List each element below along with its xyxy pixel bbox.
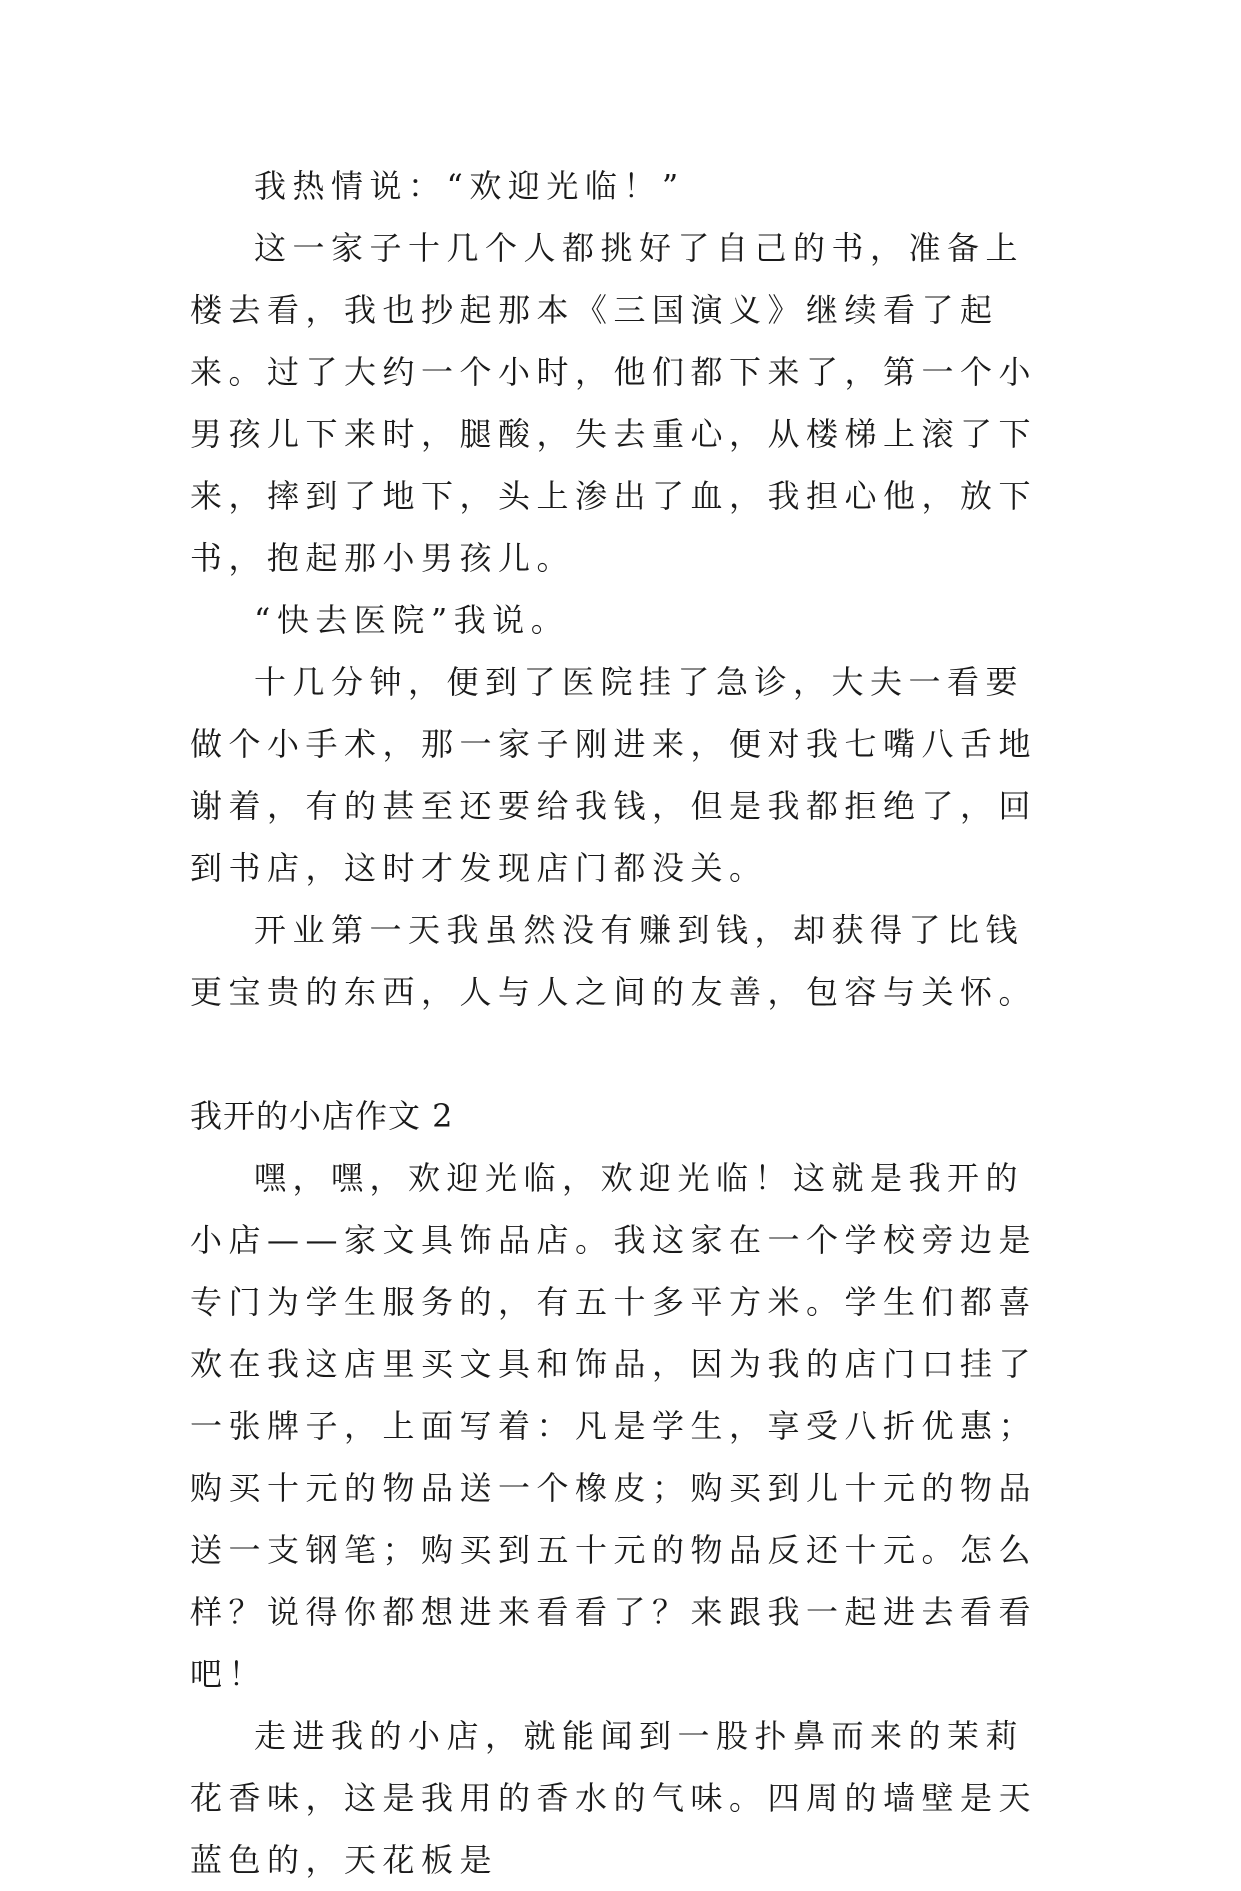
paragraph-emergency: 十几分钟，便到了医院挂了急诊，大夫一看要做个小手术，那一家子刚进来，便对我七嘴八舌地谢着，有的甚至还要给我钱，但是我都拒绝了，回到书店，这时才发现店门都没关。 <box>190 663 1038 887</box>
paragraph-hospital-quote: “快去医院”我说。 <box>254 601 570 639</box>
paragraph-conclusion: 开业第一天我虽然没有赚到钱，却获得了比钱更宝贵的东西，人与人之间的友善，包容与关怀。 <box>190 911 1038 1011</box>
paragraph-shop-interior: 走进我的小店，就能闻到一股扑鼻而来的茉莉花香味，这是我用的香水的气味。四周的墙壁是天蓝色的，天花板是 <box>190 1717 1038 1879</box>
document-body <box>190 155 1050 1891</box>
section-title: 我开的小店作文 2 <box>190 1097 454 1135</box>
paragraph-greeting: 我热情说：“欢迎光临！” <box>254 167 685 205</box>
paragraph-family-books: 这一家子十几个人都挑好了自己的书，准备上楼去看，我也抄起那本《三国演义》继续看了起来。过了大约一个小时，他们都下来了，第一个小男孩儿下来时，腿酸，失去重心，从楼梯上滚了下来，摔到了地下，头上渗出了血，我担心他，放下书，抱起那小男孩儿。 <box>190 229 1038 577</box>
paragraph-shop-intro: 嘿，嘿，欢迎光临，欢迎光临！这就是我开的小店——家文具饰品店。我这家在一个学校旁边是专门为学生服务的，有五十多平方米。学生们都喜欢在我这店里买文具和饰品，因为我的店门口挂了一张牌子，上面写着：凡是学生，享受八折优惠；购买十元的物品送一个橡皮；购买到儿十元的物品送一支钢笔；购买到五十元的物品反还十元。怎么样？说得你都想进来看看了？来跟我一起进去看看吧！ <box>190 1159 1038 1693</box>
